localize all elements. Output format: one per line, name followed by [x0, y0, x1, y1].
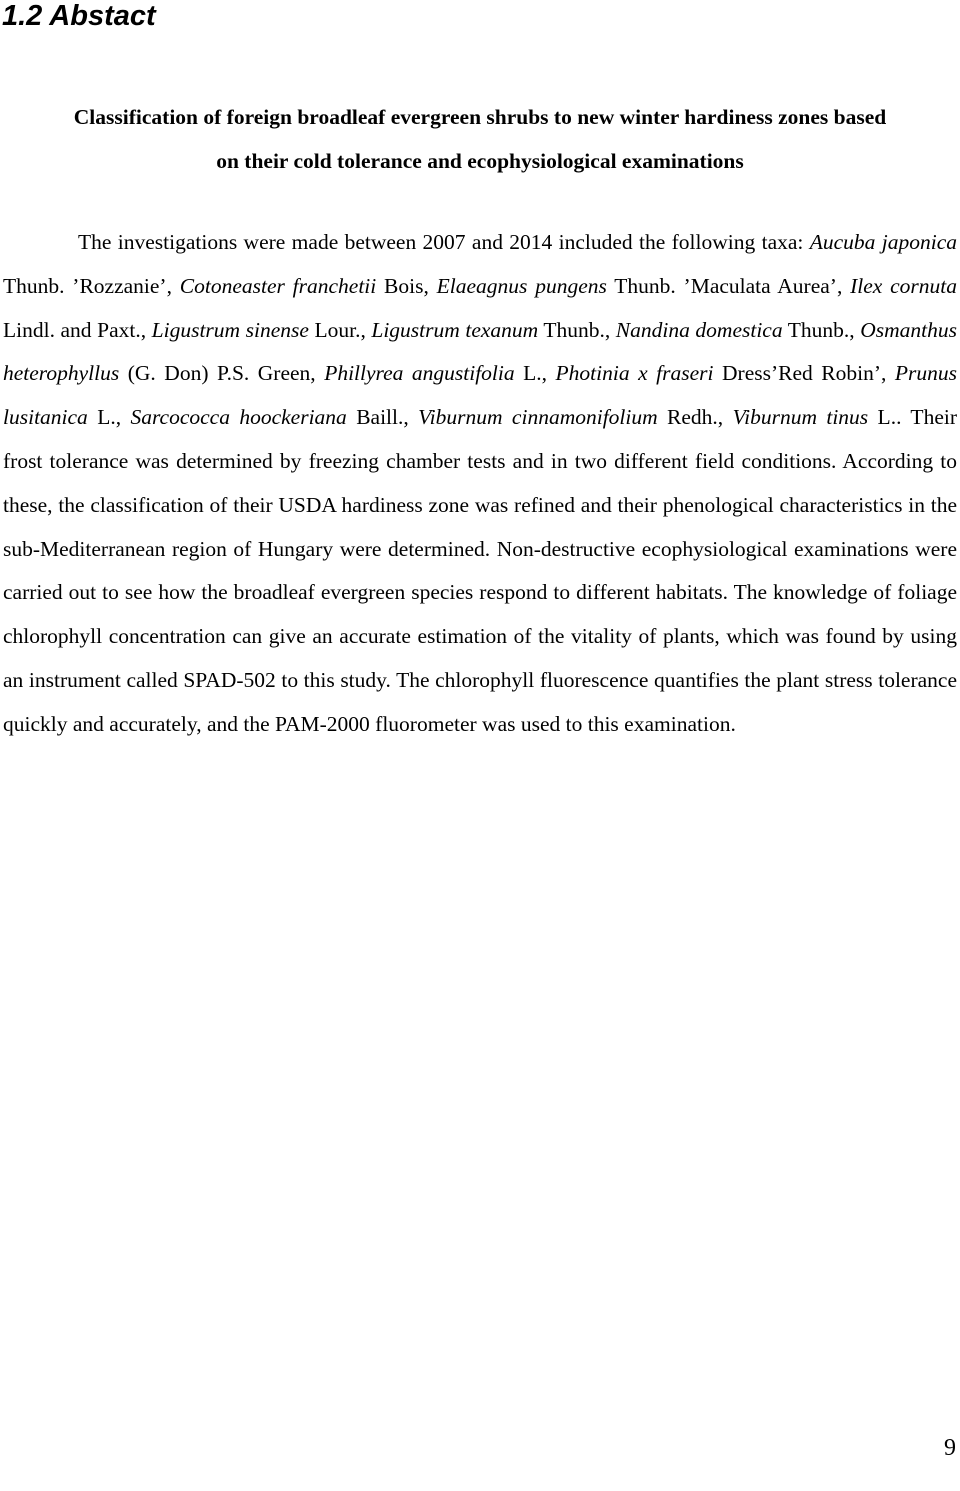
body-text: Bois,	[376, 273, 437, 298]
body-text: Redh.,	[657, 405, 733, 430]
species-name: Viburnum cinnamonifolium	[418, 405, 658, 430]
body-text: Thunb.,	[538, 317, 616, 342]
species-name: Sarcococca hoockeriana	[130, 405, 347, 430]
body-text: Lour.,	[308, 317, 372, 342]
body-text: Dress’Red Robin’,	[713, 361, 895, 386]
body-text: Thunb.,	[782, 317, 861, 342]
species-name: Osmanthus heterophyllus	[3, 317, 957, 386]
species-name: Phillyrea angustifolia	[324, 361, 515, 386]
body-text: Thunb. ’Maculata Aurea’,	[606, 273, 851, 298]
body-text: L.,	[514, 361, 556, 386]
section-heading: 1.2 Abstact	[2, 0, 156, 32]
body-text: Lindl. and Paxt.,	[3, 317, 152, 342]
body-text: (G. Don) P.S. Green,	[119, 361, 325, 386]
species-name: Ligustrum texanum	[371, 317, 539, 342]
body-text: L.,	[87, 405, 131, 430]
paper-title-line-1: Classification of foreign broadleaf evergreen shrubs to new winter hardiness zones based	[73, 105, 887, 129]
species-name: Ligustrum sinense	[151, 317, 309, 342]
species-name: Ilex cornuta	[850, 273, 958, 298]
body-text: Baill.,	[346, 405, 419, 430]
species-name: Photinia x fraseri	[555, 361, 714, 386]
body-text: L.. Their frost tolerance was determined by freezing chamber tests and in two different field conditions. According to these, the classification of their USDA hardiness zone was refined and their phenological characteristics in the sub-Mediterranean region of Hungary were determined. Non-destructive ecophysiological examinations were carried out to see how the broadleaf evergreen species respond to different habitats. The knowledge of foliage chlorophyll concentration can give an accurate estimation of the vitality of plants, which was found by using an instrument called SPAD-502 to this study. The chlorophyll fluorescence quantifies the plant stress tolerance quickly and accurately, and the PAM-2000 fluorometer was used to this examination.	[3, 405, 957, 736]
species-name: Nandina domestica	[615, 317, 783, 342]
species-name: Prunus lusitanica	[3, 361, 957, 430]
page-number: 9	[944, 1435, 956, 1461]
paper-title-line-2: on their cold tolerance and ecophysiological examinations	[216, 148, 744, 173]
body-text: The investigations were made between 2007 and 2014 included the following taxa:	[78, 230, 810, 254]
abstract-body	[3, 221, 957, 747]
body-text: Thunb. ’Rozzanie’,	[3, 273, 180, 298]
species-name: Aucuba japonica	[809, 230, 957, 254]
species-name: Viburnum tinus	[732, 405, 869, 430]
paper-title	[0, 96, 960, 183]
species-name: Cotoneaster franchetii	[179, 273, 377, 298]
species-name: Elaeagnus pungens	[436, 273, 607, 298]
